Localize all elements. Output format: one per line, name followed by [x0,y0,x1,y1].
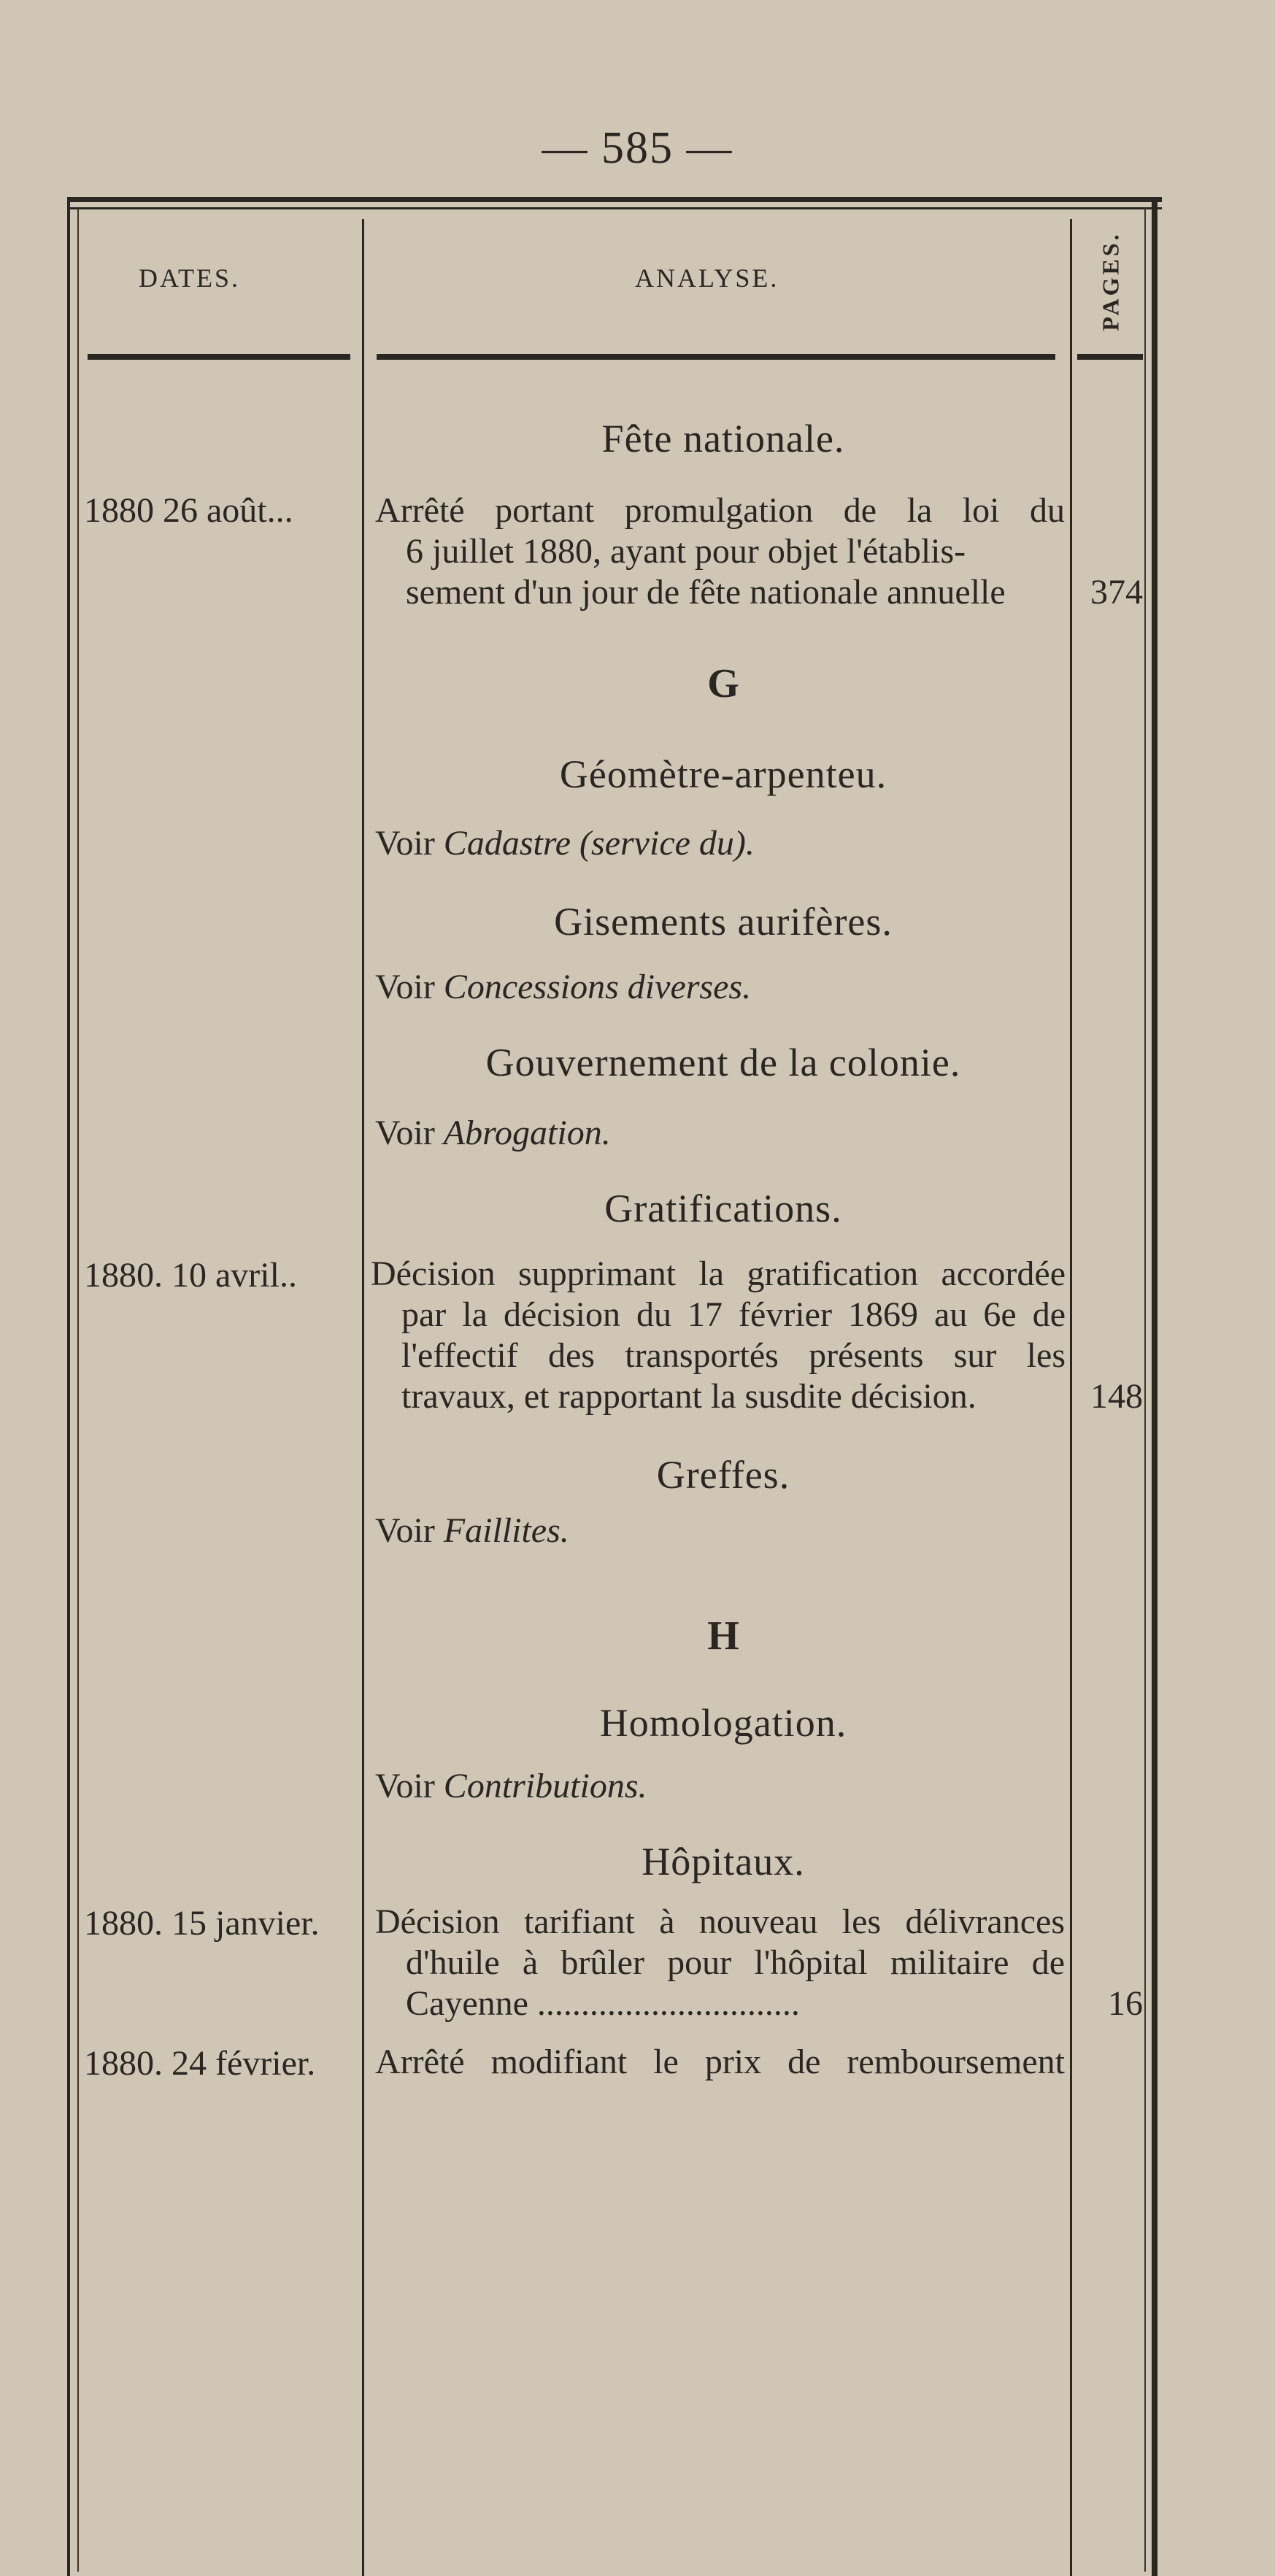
heading-gisements: Gisements aurifères. [554,900,893,944]
header-rule-dates [88,354,350,360]
header-rule-analyse [377,354,1055,360]
date-hopitaux-2: 1880. 24 février. [84,2044,316,2083]
entry-gratifications-line-2: par la décision du 17 février 1869 au 6e de [401,1295,1066,1334]
entry-fete-line-3: sement d'un jour de fête nationale annuelle [406,573,1006,612]
entry-hopitaux-1-line-1: Décision tarifiant à nouveau les délivrances [375,1902,1065,1941]
voir-geometre: Voir Cadastre (service du). [375,824,755,863]
page-number: — 585 — [542,123,733,173]
table-frame-left [67,197,70,2576]
entry-fete-line-1: Arrêté portant promulgation de la loi du [375,491,1065,530]
heading-hopitaux: Hôpitaux. [642,1840,805,1883]
heading-geometre: Géomètre-arpenteu. [559,752,887,796]
table-frame-right-inner [1144,207,1146,2572]
heading-fete-nationale: Fête nationale. [601,417,845,460]
header-dates: DATES. [139,263,241,293]
entry-fete-line-2: 6 juillet 1880, ayant pour objet l'établis- [406,532,966,571]
heading-greffes: Greffes. [656,1453,790,1497]
voir-greffes: Voir Faillites. [375,1511,569,1550]
page-ref-hopitaux-1: 16 [1108,1984,1143,2023]
heading-gratifications: Gratifications. [604,1187,842,1230]
entry-hopitaux-1-line-3: Cayenne .............................. [406,1984,800,2023]
date-gratifications: 1880. 10 avril.. [84,1256,297,1295]
section-letter-g: G [707,661,739,706]
header-rule-pages [1077,354,1143,360]
header-pages: PAGES. [1097,231,1124,331]
entry-gratifications-line-3: l'effectif des transportés présents sur les [401,1336,1066,1375]
table-frame-top [67,197,1162,202]
page-ref-gratifications: 148 [1090,1377,1143,1416]
voir-homologation: Voir Contributions. [375,1767,647,1805]
table-frame-left-inner [77,207,79,2572]
voir-gisements: Voir Concessions diverses. [375,968,752,1006]
entry-hopitaux-2-line-1: Arrêté modifiant le prix de remboursement [375,2043,1065,2081]
date-fete: 1880 26 août... [84,491,293,530]
date-hopitaux-1: 1880. 15 janvier. [84,1904,320,1943]
entry-hopitaux-1-line-2: d'huile à brûler pour l'hôpital militaire de [406,1943,1065,1982]
table-frame-top-inner [67,207,1162,209]
heading-gouvernement: Gouvernement de la colonie. [485,1041,961,1084]
entry-gratifications-line-1: Décision supprimant la gratification accordée [371,1254,1066,1293]
header-analyse: ANALYSE. [635,263,779,293]
heading-homologation: Homologation. [599,1701,847,1745]
voir-gouvernement: Voir Abrogation. [375,1114,611,1152]
entry-gratifications-line-4: travaux, et rapportant la susdite décision. [401,1377,977,1416]
table-frame-right [1152,197,1157,2576]
column-divider-dates [362,219,364,2576]
section-letter-h: H [707,1613,739,1659]
page-ref-fete: 374 [1090,573,1143,612]
